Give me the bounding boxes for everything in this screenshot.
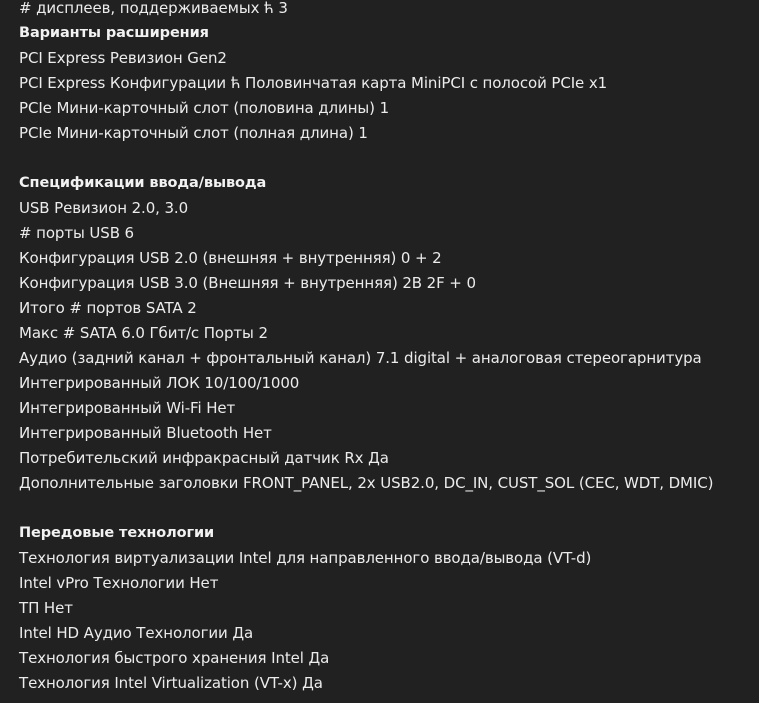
io-line: Конфигурация USB 2.0 (внешняя + внутренняя) 0 + 2	[19, 249, 442, 267]
io-line: Аудио (задний канал + фронтальный канал) 7.1 digital + аналоговая стереогарнитура	[19, 349, 702, 367]
advanced-line: Intel HD Аудио Технологии Да	[19, 624, 254, 642]
expansion-line: PCI Express Ревизион Gen2	[19, 49, 227, 67]
io-heading: Спецификации ввода/вывода	[19, 175, 267, 191]
advanced-line: Технология быстрого хранения Intel Да	[19, 649, 330, 667]
io-line: Интегрированный ЛОК 10/100/1000	[19, 374, 300, 392]
expansion-heading: Варианты расширения	[19, 25, 209, 41]
expansion-line: PCIe Мини-карточный слот (полная длина) 1	[19, 124, 368, 142]
advanced-line: Технология виртуализации Intel для направленного ввода/вывода (VT-d)	[19, 549, 592, 567]
io-line: Конфигурация USB 3.0 (Внешняя + внутренняя) 2B 2F + 0	[19, 274, 476, 292]
io-line: # порты USB 6	[19, 224, 134, 242]
advanced-line: Технология Intel Virtualization (VT-x) Да	[19, 674, 323, 692]
io-line: Дополнительные заголовки FRONT_PANEL, 2x USB2.0, DC_IN, CUST_SOL (CEC, WDT, DMIC)	[19, 474, 714, 492]
io-line: Потребительский инфракрасный датчик Rx Да	[19, 449, 389, 467]
section-spacer	[19, 146, 759, 171]
advanced-line: Intel vPro Технологии Нет	[19, 574, 219, 592]
io-line: Интегрированный Bluetooth Нет	[19, 424, 272, 442]
expansion-line: PCI Express Конфигурации ћ Половинчатая карта MiniPCI с полосой PCIe x1	[19, 74, 608, 92]
expansion-line: PCIe Мини-карточный слот (половина длины) 1	[19, 99, 390, 117]
advanced-line: ТП Нет	[19, 599, 73, 617]
io-line: Итого # портов SATA 2	[19, 299, 197, 317]
io-line: Интегрированный Wi-Fi Нет	[19, 399, 236, 417]
section-spacer	[19, 496, 759, 521]
displays-supported-line: # дисплеев, поддерживаемых ћ 3	[19, 0, 288, 17]
advanced-heading: Передовые технологии	[19, 525, 215, 541]
io-line: USB Ревизион 2.0, 3.0	[19, 199, 189, 217]
io-line: Макс # SATA 6.0 Гбит/с Порты 2	[19, 324, 268, 342]
